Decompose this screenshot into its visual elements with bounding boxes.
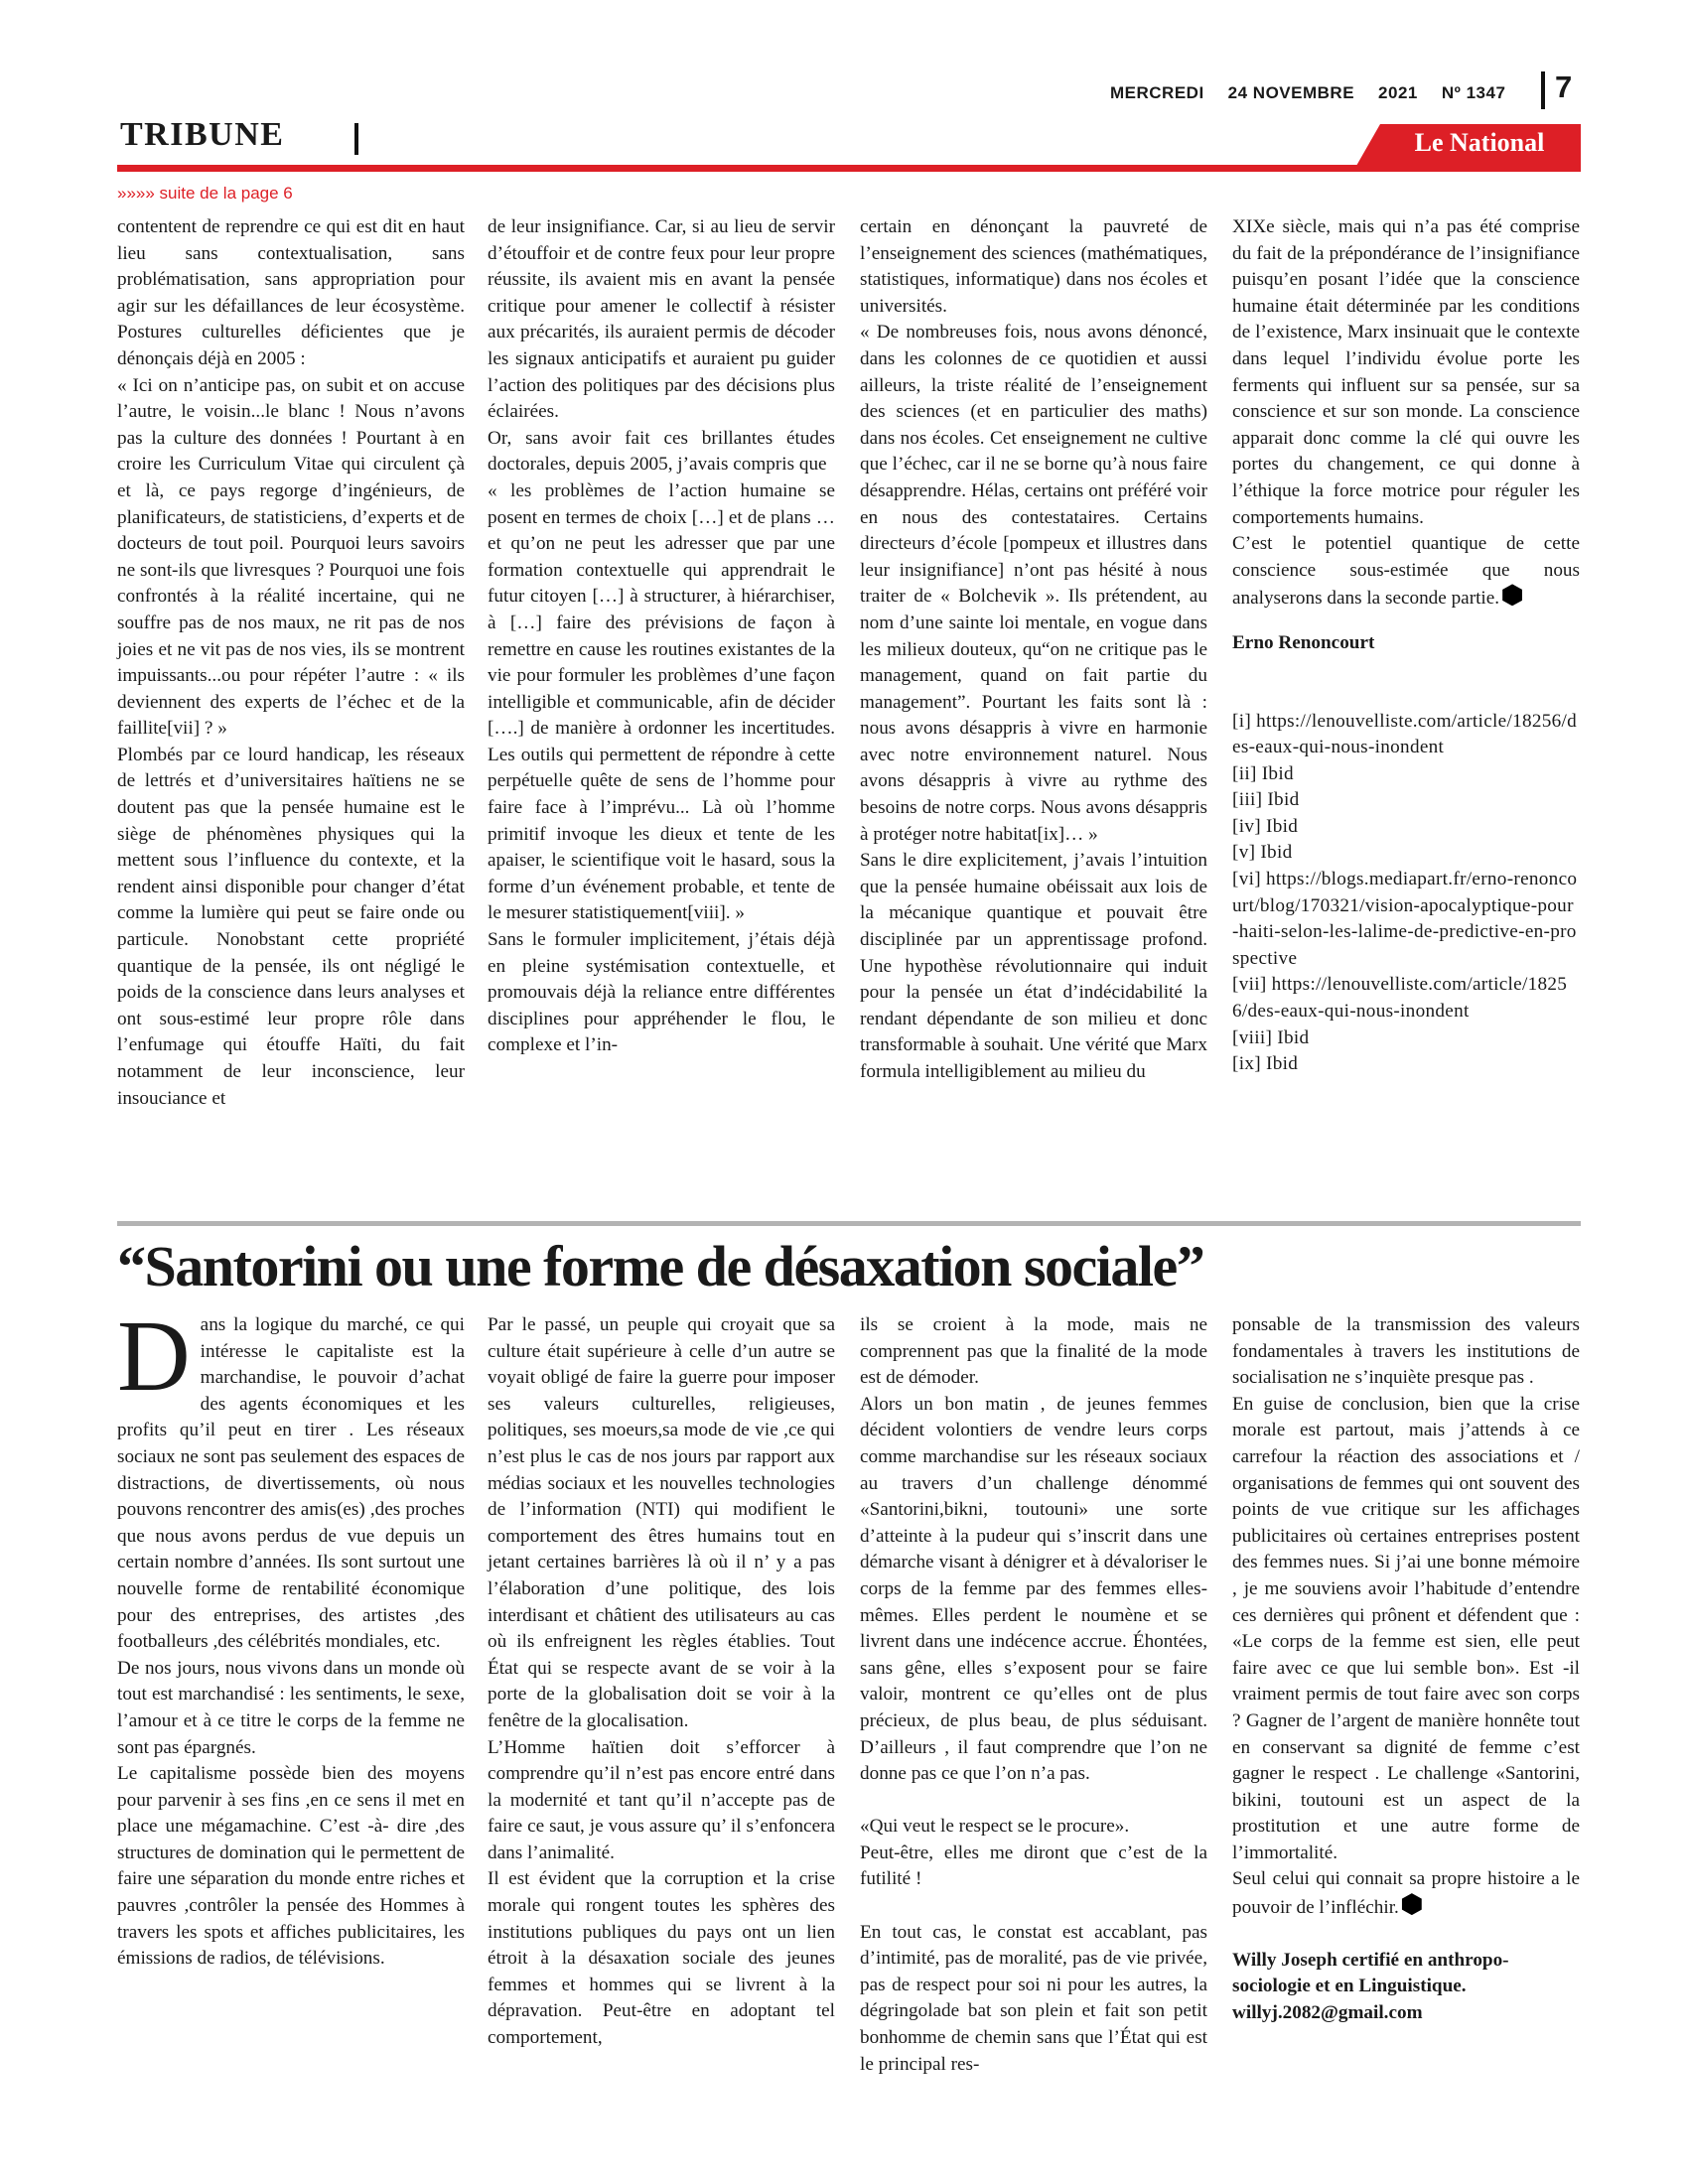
footnote: [i] https://lenouvelliste.com/article/18256/des-eaux-qui-nous-inondent (1232, 710, 1578, 758)
footnote: [ii] Ibid (1232, 762, 1294, 784)
article1-text-3: certain en dénonçant la pauvreté de l’enseignement des sciences (mathématiques, statistiques, informatique) dans nos écoles et universités. « De nombreuses fois, nous avons dénoncé, dans les colonnes de ce quotidien et aussi ailleurs, la triste réalité de l’enseignement des sciences (et en particulier des maths) dans nos écoles. Cet enseignement ne cultive que l’échec, car il ne se borne qu’à nous faire désapprendre. Hélas, certains ont préféré voir en nous des contestataires. Certains directeurs d’école [pompeux et illustres dans leur insignifiance] n’ont pas hésité à nous traiter de « Bolchevik ». Ils prétendent, au nom d’une sainte loi mentale, en vogue dans les milieux douteux, qu“on ne critique pas le management, quand on fait partie du management”. Pourtant les faits sont là : nous avons désappris à vivre en harmonie avec notre environnement naturel. Nous avons désappris à vivre au rythme des besoins de notre corps. Nous avons désappris à protéger notre habitat[ix]… » Sans le dire explicitement, j’avais l’intuition que la pensée humaine obéissait aux lois de la mécanique quantique et pouvait être disciplinée par un apprentissage profond. Une hypothèse révolutionnaire qui induit pour la pensée un état d’indécidabilité la rendant dépendante de son milieu et donc transformable à souhait. Une vérité que Marx formula intelligiblement au milieu du (860, 216, 1207, 1082)
article1-text-4-body: XIXe siècle, mais qui n’a pas été comprise du fait de la prépondérance de l’insignifiance puisqu’en posant l’idée que la conscience humaine était déterminée par les conditions de l’existence, Marx insinuait que le contexte dans lequel l’individu évolue porte les ferments qui influent sur sa pensée, sur sa conscience et sur son monde. La conscience apparait donc comme la clé qui ouvre les portes du changement, ce qui donne à l’éthique la force motrice pour réguler les comportements humains. C’est le potentiel quantique de cette conscience sous-estimée que nous analyserons dans la seconde partie. (1232, 216, 1580, 610)
year: 2021 (1378, 83, 1418, 102)
article1-text-4 (1232, 214, 1580, 613)
article1-column-1 (117, 214, 465, 1112)
article1-author: Erno Renoncourt (1232, 631, 1375, 653)
article2-column-3 (860, 1312, 1207, 2078)
section-divider (354, 123, 358, 155)
article2-text-1 (117, 1300, 465, 1973)
dateline (1110, 83, 1529, 103)
end-mark-icon (1501, 584, 1523, 606)
end-mark-icon (1401, 1893, 1423, 1915)
drop-cap: D (117, 1300, 191, 1413)
article-divider (117, 1221, 1581, 1226)
article2-text-3: ils se croient à la mode, mais ne comprennent pas que la finalité de la mode est de démoder. Alors un bon matin , de jeunes femmes décident volontiers de vendre leurs corps comme marchandise sur les réseaux sociaux au travers d’un challenge dénommé «Santorini,bikni, toutouni» une sorte d’atteinte à la pudeur qui s’inscrit dans une démarche visant à dénigrer et à dévaloriser le corps de la femme par des femmes elles-mêmes. Elles perdent le noumène et se livrent dans une indécence accrue. Éhontées, sans gêne, elles s’exposent pour se faire valoir, montrent ce qu’elles ont de plus précieux, de plus beau, de plus séduisant. D’ailleurs , il faut comprendre que l’on ne donne pas ce que l’on n’a pas. «Qui veut le respect se le procure». Peut-être, elles me diront que c’est de la futilité ! En tout cas, le constat est accablant, pas d’intimité, pas de moralité, pas de vie privée, pas de respect pour soi ni pour les autres, la dégringolade bat son plein et fait son petit bonhomme de chemin sans que l’État qui est le principal res- (860, 1314, 1207, 2075)
article2-column-2 (488, 1312, 835, 2052)
article2-column-4 (1232, 1312, 1580, 2026)
section-title: TRIBUNE (120, 116, 285, 153)
footnote: [v] Ibid (1232, 842, 1293, 864)
article2-author: Willy Joseph certifié en anthropo-sociologie et en Linguistique. willyj.2082@gmail.com (1232, 1949, 1509, 2023)
page-number-divider (1541, 71, 1545, 109)
issue-number: Nº 1347 (1441, 83, 1506, 102)
article1-column-4 (1232, 214, 1580, 1078)
continued-from: »»»» suite de la page 6 (117, 184, 293, 203)
article2-text-4-body: ponsable de la transmission des valeurs fondamentales à travers les institutions de socialisation ne s’inquiète presque pas . En guise de conclusion, bien que la crise morale est partout, mais j’attends à ce carrefour la réaction des associations et / organisations de femmes qui ont souvent des points de vue critique sur les affichages publicitaires où certaines entreprises postent des femmes nues. Si j’ai une bonne mémoire , je me souviens avoir l’habitude d’entendre ces dernières qui prônent et défendent que : «Le corps de la femme est sien, elle peut faire avec ce que lui semble bon». Est -il vraiment permis de tout faire avec son corps ? Gagner de l’argent de manière honnête tout en conservant sa dignité de femme c’est gagner le respect . Le challenge «Santorini, bikini, toutouni est un aspect de la prostitution et une autre forme de l’immortalité. Seul celui qui connait sa propre histoire a le pouvoir de l’infléchir. (1232, 1314, 1580, 1919)
article2-column-1 (117, 1300, 465, 1973)
page-number: 7 (1555, 69, 1573, 104)
article2-text-2: Par le passé, un peuple qui croyait que sa culture était supérieure à celle d’un autre se voyait obligé de faire la guerre pour imposer ses valeurs culturelles, religieuses, politiques, ses moeurs,sa mode de vie ,ce qui n’est plus le cas de nos jours par rapport aux médias sociaux et les nouvelles technologies de l’information (NTI) qui modifient le comportement des êtres humains tout en jetant certaines barrières là où il n’ y a pas l’élaboration d’une politique, des lois interdisant et châtient des utilisateurs au cas où ils enfreignent les règles établies. Tout État qui se respecte avant de se voir à la porte de la globalisation doit se voir à la fenêtre de la glocalisation. L’Homme haïtien doit s’efforcer à comprendre qu’il n’est pas encore entré dans la modernité et tant qu’il n’accepte pas de faire ce saut, je vous assure qu’ il s’enfoncera dans l’animalité. Il est évident que la corruption et la crise morale qui rongent toutes les sphères des institutions publiques du pays ont un lien étroit à la désaxation sociale des jeunes femmes et hommes qui se livrent à la dépravation. Peut-être en adoptant tel comportement, (488, 1314, 835, 2049)
article1-column-2 (488, 214, 835, 1059)
article1-text-2: de leur insignifiance. Car, si au lieu de servir d’étouffoir et de contre feux pour leur propre réussite, ils avaient mis en avant la pensée critique pour amener le collectif à résister aux précarités, ils auraient permis de décoder les signaux anticipatifs et auraient pu guider l’action des politiques par des décisions plus éclairées. Or, sans avoir fait ces brillantes études doctorales, depuis 2005, j’avais compris que « les problèmes de l’action humaine se posent en termes de choix […] et de plans … et qu’on ne peut les adresser que par une formation contextuelle qui apprendrait le futur citoyen […] à structurer, à hiérarchiser, à […] faire des prévisions de façon à remettre en cause les routines existantes de la vie pour formuler les problèmes d’une façon intelligible et communicable, afin de décider [….] de manière à ordonner les incertitudes. Les outils qui permettent de répondre à cette perpétuelle quête de sens de l’homme pour faire face à l’imprévu... Là où l’homme primitif invoque les dieux et tente de les apaiser, le scientifique voit le hasard, sous la forme d’un événement probable, et tente de le mesurer statistiquement[viii]. » Sans le formuler implicitement, j’étais déjà en pleine systémisation contextuelle, et promouvais déjà la reliance entre différentes disciplines pour appréhender le flou, le complexe et l’in- (488, 216, 835, 1056)
article2-text-4 (1232, 1312, 1580, 1922)
footnote: [ix] Ibid (1232, 1053, 1299, 1075)
date: 24 NOVEMBRE (1227, 83, 1355, 102)
footnote: [vi] https://blogs.mediapart.fr/erno-renoncourt/blog/170321/vision-apocalyptique-pour-haiti-selon-les-lalime-de-predictive-en-prospective (1232, 869, 1578, 969)
article2-title: “Santorini ou une forme de désaxation sociale” (117, 1234, 1204, 1298)
footnote: [iv] Ibid (1232, 815, 1299, 837)
newspaper-logo: Le National (1414, 128, 1545, 157)
footnote: [viii] Ibid (1232, 1026, 1310, 1048)
footnotes (1232, 709, 1580, 1078)
header-rule (117, 165, 1581, 172)
footnote: [vii] https://lenouvelliste.com/article/18256/des-eaux-qui-nous-inondent (1232, 974, 1568, 1023)
day: MERCREDI (1110, 83, 1204, 102)
article1-text-1: contentent de reprendre ce qui est dit en haut lieu sans contextualisation, sans problématisation, sans appropriation pour agir sur les défaillances de leur écosystème. Postures culturelles déficientes que je dénonçais déjà en 2005 : « Ici on n’anticipe pas, on subit et on accuse l’autre, le voisin...le blanc ! Nous n’avons pas la culture des données ! Pourtant à en croire les Curriculum Vitae qui circulent çà et là, ce pays regorge d’ingénieurs, de planificateurs, de statisticiens, d’experts et de docteurs de tout poil. Pourquoi leurs savoirs ne sont-ils que livresques ? Pourquoi une fois confrontés à la réalité incertaine, qui ne souffre pas de nos maux, ne rit pas de nos joies et ne vit pas de nos vies, ils se montrent impuissants...ou pour répéter l’autre : « ils deviennent des experts de l’échec et de la faillite[vii] ? » Plombés par ce lourd handicap, les réseaux de lettrés et d’universitaires haïtiens ne se doutent pas que la pensée humaine est le siège de phénomènes physiques qui la mettent sous l’influence du contexte, et la rendent ainsi disponible pour changer d’état comme la lumière qui peut se faire onde ou particule. Nonobstant cette propriété quantique de la pensée, ils ont négligé le poids de la conscience dans leurs analyses et ont sous-estimé leur propre rôle dans l’enfumage qui étouffe Haïti, du fait notamment de leur inconscience, leur insouciance et (117, 216, 465, 1109)
footnote: [iii] Ibid (1232, 789, 1300, 811)
article2-text-1-body: ans la logique du marché, ce qui intéresse le capitaliste est la marchandise, le pouvoir d’achat des agents économiques et les profits qu’il peut en tirer . Les réseaux sociaux ne sont pas seulement des espaces de distractions, de divertissements, où nous pouvons rencontrer des amis(es) ,des proches que nous avons perdus de vue depuis un certain nombre d’années. Ils sont surtout une nouvelle forme de rentabilité économique pour des entreprises, des artistes ,des footballeurs ,des célébrités mondiales, etc. De nos jours, nous vivons dans un monde où tout est marchandisé : les sentiments, le sexe, l’amour et à ce titre le corps de la femme ne sont pas épargnés. Le capitalisme possède bien des moyens pour parvenir à ses fins ,en ce sens il met en place une mégamachine. C’est -à- dire ,des structures de domination qui le permettent de faire une séparation du monde entre riches et pauvres ,contrôler la pensée des Hommes à travers les spots et affiches publicitaires, les émissions de radios, de télévisions. (117, 1314, 465, 1970)
article1-column-3 (860, 214, 1207, 1086)
